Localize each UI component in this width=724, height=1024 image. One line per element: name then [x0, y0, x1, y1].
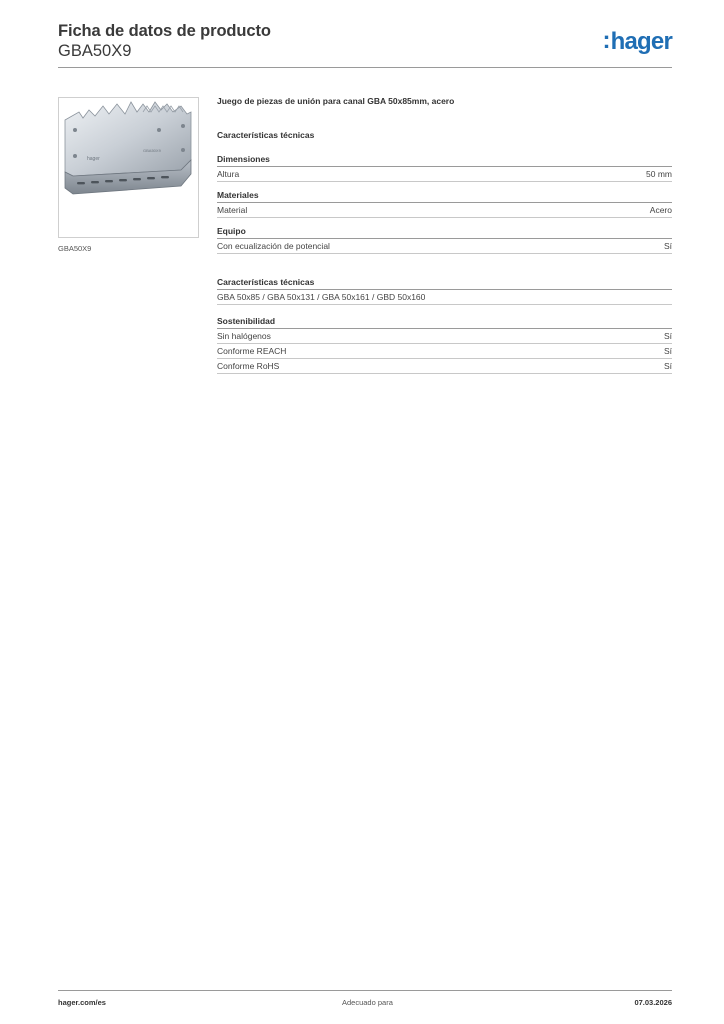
sustainability-label: Sin halógenos: [217, 331, 271, 341]
technical-characteristics-title: Características técnicas: [217, 130, 315, 140]
sustainability-row: [217, 344, 672, 359]
hager-logo: :hager: [602, 27, 672, 55]
footer-website-link[interactable]: hager.com/es: [58, 998, 106, 1007]
sustainability-title: Sostenibilidad: [217, 316, 672, 329]
sustainability-label: Conforme RoHS: [217, 361, 280, 371]
sustainability-label: Conforme REACH: [217, 346, 287, 356]
compatibility-title: Características técnicas: [217, 277, 672, 290]
spec-value: Acero: [649, 205, 672, 215]
sustainability-value: Sí: [663, 346, 672, 356]
sustainability-section: [217, 316, 672, 374]
header-divider: [58, 67, 672, 68]
stamp-brand: hager: [87, 156, 100, 162]
spec-label: Altura: [217, 169, 240, 179]
sustainability-row: [217, 359, 672, 374]
spec-group-materials: [217, 190, 672, 218]
compatibility-text: GBA 50x85 / GBA 50x131 / GBA 50x161 / GBD 50x160: [217, 290, 672, 305]
document-title: Ficha de datos de producto: [58, 22, 271, 40]
spec-row: [217, 203, 672, 218]
spec-group-dimensions: [217, 154, 672, 182]
footer-divider: [58, 990, 672, 991]
product-description: Juego de piezas de unión para canal GBA 50x85mm, acero: [217, 96, 455, 106]
sustainability-value: Sí: [663, 361, 672, 371]
spec-row: [217, 239, 672, 254]
spec-row: [217, 167, 672, 182]
spec-label: Con ecualización de potencial: [217, 241, 330, 251]
product-reference: GBA50X9: [58, 42, 132, 60]
stamp-code: GBA50X9: [143, 148, 161, 153]
spec-label: Material: [217, 205, 248, 215]
image-caption: GBA50X9: [58, 244, 92, 253]
product-image: [58, 97, 199, 238]
logo-text: hager: [610, 28, 672, 55]
spec-value: Sí: [663, 241, 672, 251]
footer-suitability-note: Adecuado para: [342, 998, 393, 1007]
joint-piece-illustration: [59, 98, 198, 237]
spec-group-title: Equipo: [217, 226, 672, 239]
compatibility-section: [217, 277, 672, 305]
page-header: [58, 22, 672, 70]
sustainability-row: [217, 329, 672, 344]
product-details: [217, 96, 672, 374]
spec-group-title: Materiales: [217, 190, 672, 203]
footer-date: 07.03.2026: [634, 998, 672, 1007]
spec-value: 50 mm: [646, 169, 672, 179]
spec-group-title: Dimensiones: [217, 154, 672, 167]
spec-group-equipment: [217, 226, 672, 254]
sustainability-value: Sí: [663, 331, 672, 341]
